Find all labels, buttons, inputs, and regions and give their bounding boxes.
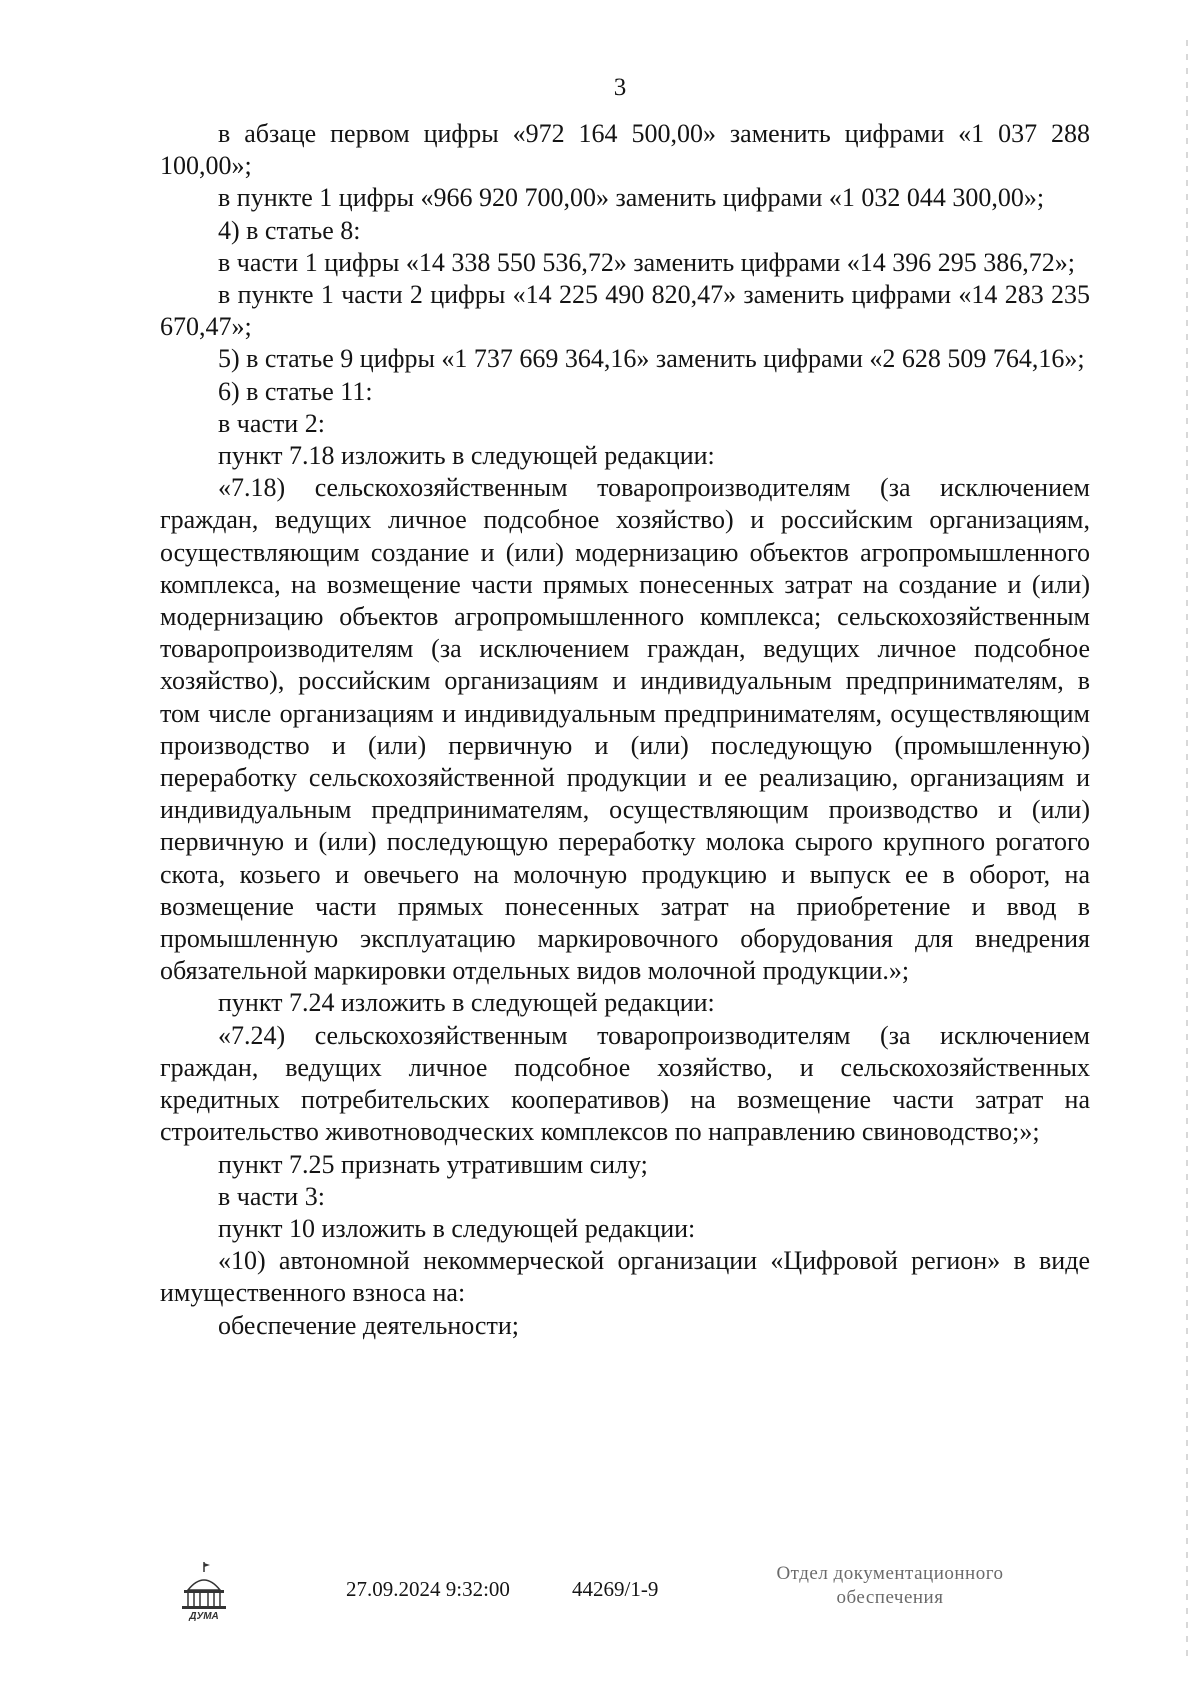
paragraph: обеспечение деятельности; — [218, 1310, 519, 1340]
duma-logo — [174, 1560, 234, 1622]
paragraph: пункт 7.25 признать утратившим силу; — [218, 1149, 648, 1179]
footer-doc-number: 44269/1-9 — [572, 1577, 659, 1601]
stamp-line: обеспечения — [836, 1587, 944, 1608]
department-stamp — [740, 1562, 1040, 1610]
paragraph: пункт 7.18 изложить в следующей редакции: — [218, 441, 715, 471]
paragraph: в части 3: — [218, 1181, 325, 1211]
paragraph: «7.24) сельскохозяйственным товаропроизводителям (за исключением граждан, ведущих личное подсобное хозяйство, и сельскохозяйственных кредитных потребительских кооперативов) на возмещение части затрат на строительство животноводческих комплексов по направлению свиноводство;»; — [160, 1020, 1090, 1147]
scan-edge-mark — [1186, 40, 1188, 1660]
paragraph: в абзаце первом цифры «972 164 500,00» заменить цифрами «1 037 288 100,00»; — [160, 119, 1090, 181]
paragraph: «10) автономной некоммерческой организации «Цифровой регион» в виде имущественного взноса на: — [160, 1246, 1090, 1308]
svg-text:ДУМА: ДУМА — [189, 1611, 219, 1622]
paragraph: пункт 7.24 изложить в следующей редакции: — [218, 988, 715, 1018]
paragraph: в пункте 1 части 2 цифры «14 225 490 820,47» заменить цифрами «14 283 235 670,47»; — [160, 280, 1090, 342]
document-body — [160, 118, 1090, 1342]
paragraph: пункт 10 изложить в следующей редакции: — [218, 1213, 696, 1243]
paragraph: «7.18) сельскохозяйственным товаропроизводителям (за исключением граждан, ведущих личное подсобное хозяйство) и российским организациям, осуществляющим создание и (или) модернизацию объектов агропромышленного комплекса, на возмещение части прямых понесенных затрат на создание и (или) модернизацию объектов агропромышленного комплекса; сельскохозяйственным товаропроизводителям (за исключением граждан, ведущих личное подсобное хозяйство), российским организациям и индивидуальным предпринимателям, в том числе организациям и индивидуальным предпринимателям, осуществляющим производство и (или) первичную и (или) последующую (промышленную) переработку сельскохозяйственной продукции и ее реализацию, организациям и индивидуальным предпринимателям, осуществляющим производство и (или) первичную и (или) последующую переработку молока сырого крупного рогатого скота, козьего и овечьего на молочную продукцию и выпуск ее в оборот, на возмещение части прямых понесенных затрат на приобретение и ввод в промышленную эксплуатацию маркировочного оборудования для внедрения обязательной маркировки отдельных видов молочной продукции.»; — [160, 473, 1090, 986]
paragraph: в части 2: — [218, 408, 325, 438]
stamp-line: Отдел документационного — [776, 1563, 1004, 1584]
paragraph: 5) в статье 9 цифры «1 737 669 364,16» заменить цифрами «2 628 509 764,16»; — [218, 344, 1085, 374]
paragraph: 6) в статье 11: — [218, 376, 373, 406]
footer-date: 27.09.2024 9:32:00 — [346, 1577, 510, 1601]
paragraph: в пункте 1 цифры «966 920 700,00» заменить цифрами «1 032 044 300,00»; — [218, 183, 1045, 213]
paragraph: 4) в статье 8: — [218, 215, 361, 245]
page-number: 3 — [613, 74, 627, 101]
paragraph: в части 1 цифры «14 338 550 536,72» заменить цифрами «14 396 295 386,72»; — [218, 247, 1076, 277]
